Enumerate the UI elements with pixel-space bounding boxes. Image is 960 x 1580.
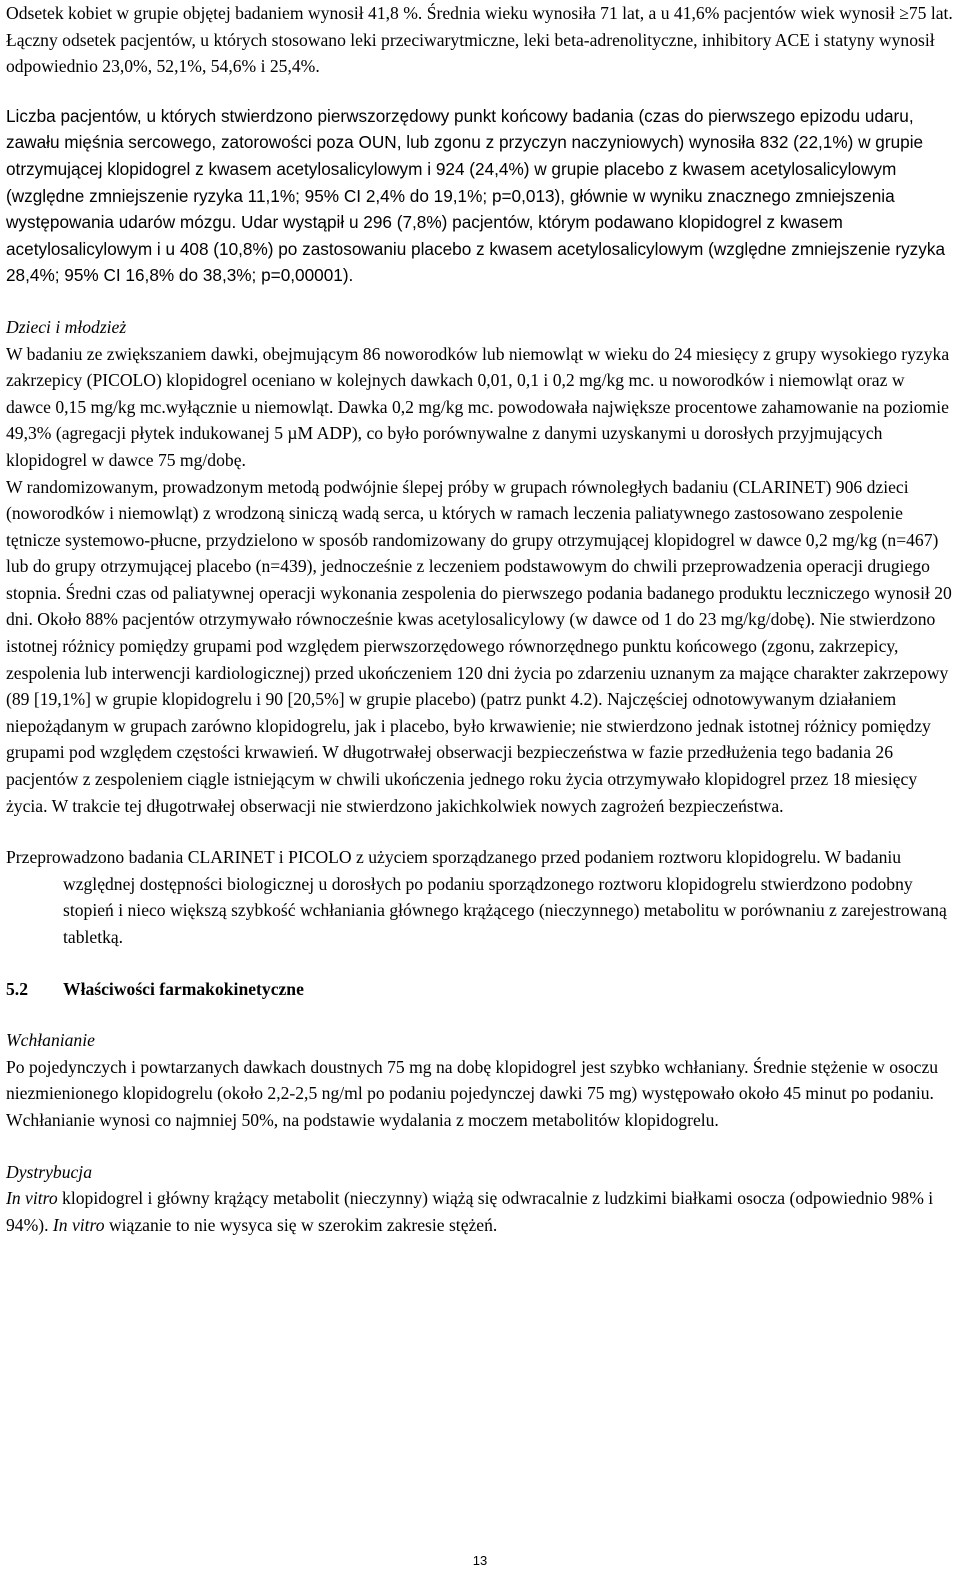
paragraph-absorption: Po pojedynczych i powtarzanych dawkach doustnych 75 mg na dobę klopidogrel jest szybko wchłaniany. Średnie stężenie w osoczu niezmienionego klopidogrelu (około 2,2-2,5 ng/ml po podaniu pojedynczej dawki 75 mg) występowało około 45 minut po podaniu. Wchłanianie wynosi co najmniej 50%, na podstawie wydalania z moczem metabolitów klopidogrelu. <box>6 1056 939 1130</box>
subheading-distribution: Dystrybucja <box>6 1161 92 1182</box>
section-title: Właściwości farmakokinetyczne <box>63 978 304 999</box>
section-heading <box>6 976 953 1003</box>
distribution-text-1: klopidogrel i główny krążący metabolit (nieczynny) wiążą się odwracalnie z ludzkimi białkami osocza (odpowiednio 98% i 94%). <box>6 1188 934 1235</box>
paragraph-demographics: Odsetek kobiet w grupie objętej badaniem wynosił 41,8 %. Średnia wieku wynosiła 71 lat, a u 41,6% pacjentów wiek wynosił ≥75 lat. Łączny odsetek pacjentów, u których stosowano leki przeciwarytmiczne, leki beta-adrenolityczne, inhibitory ACE i statyny wynosił odpowiednio 23,0%, 52,1%, 54,6% i 25,4%. <box>6 3 953 77</box>
paragraph-clarinet: W randomizowanym, prowadzonym metodą podwójnie ślepej próby w grupach równoległych badaniu (CLARINET) 906 dzieci (noworodków i niemowląt) z wrodzoną siniczą wadą serca, u których w ramach leczenia paliatywnego zastosowano zespolenie tętnicze systemowo-płucne, przydzielono w sposób randomizowany do grupy otrzymującej klopidogrel w dawce 0,2 mg/kg (n=467) lub do grupy otrzymującej placebo (n=439), jednocześnie z leczeniem podstawowym do chwili przeprowadzenia operacji drugiego stopnia. Średni czas od paliatywnej operacji wykonania zespolenia do pierwszego podania badanego produktu leczniczego wynosił 20 dni. Około 88% pacjentów otrzymywało równocześnie kwas acetylosalicylowy (w dawce od 1 do 23 mg/kg/dobę). Nie stwierdzono istotnej różnicy pomiędzy grupami pod względem pierwszorzędowego równorzędnego punktu końcowego (zgonu, zakrzepicy, zespolenia lub interwencji kardiologicznej) przed ukończeniem 120 dni życia po zdarzeniu uznanym za mające charakter zakrzepowy (89 [19,1%] w grupie klopidogrelu i 90 [20,5%] w grupie placebo) (patrz punkt 4.2). Najczęściej odnotowywanym działaniem niepożądanym w grupach zarówno klopidogrelu, jak i placebo, było krwawienie; nie stwierdzono jednak istotnej różnicy pomiędzy grupami pod względem częstości krwawień. W długotrwałej obserwacji bezpieczeństwa w fazie przedłużenia tego badania 26 pacjentów z zespoleniem ciągle istniejącym w chwili ukończenia jednego roku życia otrzymywało klopidogrel przez 18 miesięcy życia. W trakcie tej długotrwałej obserwacji nie stwierdzono jakichkolwiek nowych zagrożeń bezpieczeństwa. <box>6 476 952 816</box>
subheading-absorption: Wchłanianie <box>6 1030 95 1051</box>
in-vitro-label-2: In vitro <box>52 1214 105 1235</box>
paragraph-primary-endpoint: Liczba pacjentów, u których stwierdzono pierwszorzędowy punkt końcowy badania (czas do pierwszego epizodu udaru, zawału mięśnia sercowego, zatorowości poza OUN, lub zgonu z przyczyn naczyniowych) wynosiła 832 (22,1%) w grupie otrzymującej klopidogrel z kwasem acetylosalicylowym i 924 (24,4%) w grupie placebo z kwasem acetylosalicylowym (względne zmniejszenie ryzyka 11,1%; 95% CI 2,4% do 19,1%; p=0,013), głównie w wyniku znacznego zmniejszenia występowania udarów mózgu. Udar wystąpił u 296 (7,8%) pacjentów, którym podawano klopidogrel z kwasem acetylosalicylowym i u 408 (10,8%) po zastosowaniu placebo z kwasem acetylosalicylowym (względne zmniejszenie ryzyka 28,4%; 95% CI 16,8% do 38,3%; p=0,00001). <box>6 105 946 286</box>
paragraph-picolo: W badaniu ze zwiększaniem dawki, obejmującym 86 noworodków lub niemowląt w wieku do 24 miesięcy z grupy wysokiego ryzyka zakrzepicy (PICOLO) klopidogrel oceniano w kolejnych dawkach 0,01, 0,1 i 0,2 mg/kg mc. u noworodków i niemowląt oraz w dawce 0,15 mg/kg mc.wyłącznie u niemowląt. Dawka 0,2 mg/kg mc. powodowała największe procentowe zahamowanie na poziomie 49,3% (agregacji płytek indukowanej 5 µM ADP), co było porównywalne z danymi uzyskanymi u dorosłych przyjmujących klopidogrel w dawce 75 mg/dobę. <box>6 343 950 470</box>
section-number: 5.2 <box>6 978 28 999</box>
subheading-children: Dzieci i młodzież <box>6 316 127 337</box>
paragraph-distribution <box>6 1185 953 1238</box>
page-number: 13 <box>472 1553 488 1568</box>
distribution-text-2: wiązanie to nie wysyca się w szerokim zakresie stężeń. <box>104 1214 498 1235</box>
paragraph-solution: Przeprowadzono badania CLARINET i PICOLO z użyciem sporządzanego przed podaniem roztworu klopidogrelu. W badaniu względnej dostępności biologicznej u dorosłych po podaniu sporządzonego roztworu klopidogrelu stwierdzono podobny stopień i nieco większą szybkość wchłaniania głównego krążącego (nieczynnego) metabolitu w porównaniu z zarejestrowaną tabletką. <box>6 847 947 947</box>
in-vitro-label-1: In vitro <box>6 1188 58 1209</box>
